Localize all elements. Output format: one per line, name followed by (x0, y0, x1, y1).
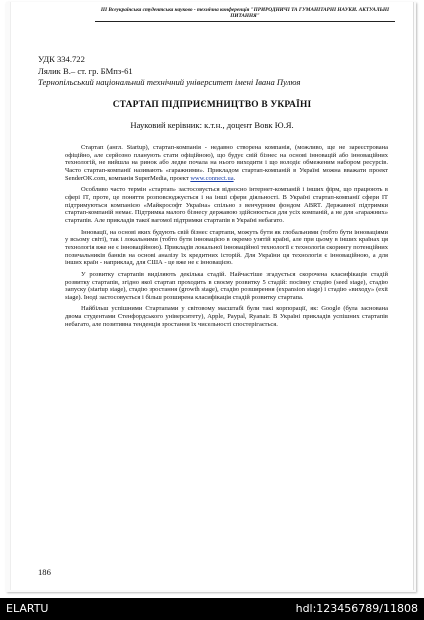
author-line: Лялик В.– ст. гр. БМпз-61 (38, 66, 133, 76)
document-page (10, 2, 414, 590)
article-body (65, 144, 388, 332)
article-title: СТАРТАП ПІДПРИЄМНИЦТВО В УКРАЇНІ (112, 100, 312, 110)
repository-footer (0, 598, 424, 620)
paragraph-1-text: Стартап (англ. Startup), стартап-компанія - недавно створена компанія, (можливо, ще не зареєстрована офіційно, але серйозно планують стати офіційною), що будує свій бізнес на основі інновацій або інноваційних технологій, не вийшла на ринок або ледве почала на нього виходити і що володіє обмеженим набором ресурсів. Часто стартап-компанії називають «гаражними». Прикладом стартап-компаній в Україні можна вважати проект SenderOK.com, компанія SuperMedia, проект (65, 144, 388, 182)
page-number: 186 (38, 567, 51, 577)
scientific-advisor: Науковий керівник: к.т.н., доцент Вовк Ю.Я. (130, 120, 294, 130)
paragraph-1-end: . (233, 174, 236, 182)
paragraph-1 (65, 144, 388, 182)
handle-identifier: hdl:123456789/11808 (295, 602, 418, 615)
repository-name: ELARTU (6, 602, 49, 615)
paragraph-4: У розвитку стартапів виділяють декілька стадій. Найчастіше згадується скорочена класифікація стадій розвитку стартапів, згідно якої стартап проходить в своєму розвитку 5 стадій: посівну стадію (seed stage), стадію запуску (startup stage), стадію зростання (growth stage), стадію розширення (expansion stage) і стадію «виходу» (exit stage). Іноді застосовується і більш розширена класифікація стадій розвитку стартапа. (65, 270, 388, 301)
affiliation-line: Тернопільський національний технічний університет імені Івана Пулюя (38, 77, 301, 87)
paragraph-5: Найбільш успішними Стартапами у світовому масштабі були такі корпорації, як: Google (була заснована двома студентами Стенфордського університету), Apple, Paypal, Ryanair. В Україні прикладів успішних стартапів небагато, але позитивна тенденція зростання їх чисельності спостерігається. (65, 305, 388, 328)
paragraph-2: Особливо часто термін «стартап» застосовується відносно інтернет-компаній і інших фірм, що працюють в сфері IT, проте, це поняття розповсюджується і на інші сфери діяльності. В Україні стартап-компанії сфери IT підтримуються компанією «Майкрософт Україна» спільно з венчурним фондом ABRT. Державної підтримки стартап-компаній немає. Підтримка малого бізнесу державою здійснюється для усіх компаній, а не для «гаражних» стартапів. Але прикладів такої вагомої підтримки стартапів в Україні небагато. (65, 186, 388, 224)
udc-code: УДК 334.722 (38, 54, 85, 64)
conference-header: ІІІ Всеукраїнська студентська науково - технічна конференція "ПРИРОДНИЧІ ТА ГУМАНІТАРНІ НАУКИ. АКТУАЛЬНІ ПИТАННЯ" (95, 7, 395, 22)
paragraph-3: Інновації, на основі яких будують свій бізнес стартапи, можуть бути як глобальними (тобто бути інноваціями у всьому світі), так і локальними (тобто бути інновацією в окремо узятій країні, але при цьому в інших країнах ця технологія вже не є інноваційною). Прикладів локальної інноваційної технології є технологія скорингу потенційних позичальників банків на основі аналізу їх кредитних історій. Для України ця технологія є інноваційною, а для інших країн - наприклад, для США - це вже не є інновацією. (65, 228, 388, 267)
connect-ua-link[interactable]: www.connect.ua (190, 174, 234, 182)
